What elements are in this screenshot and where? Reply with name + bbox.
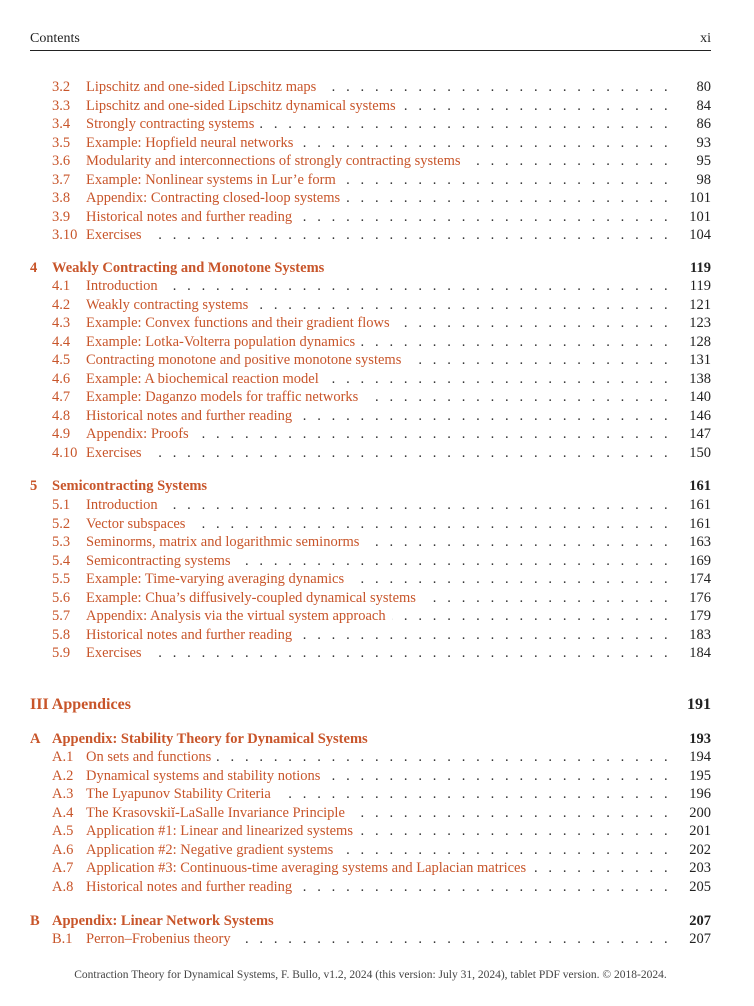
- section-page-number: 95: [696, 153, 711, 169]
- toc-part-entry[interactable]: [30, 694, 711, 716]
- section-title-link[interactable]: Example: Hopfield neural networks: [86, 134, 299, 152]
- section-title-link[interactable]: Lipschitz and one-sided Lipschitz dynamical systems: [86, 97, 402, 115]
- section-page-number: 179: [689, 608, 711, 624]
- section-title-link[interactable]: Appendix: Analysis via the virtual system approach: [86, 607, 392, 625]
- toc-section-entry[interactable]: [30, 152, 711, 170]
- section-page-number: 86: [696, 116, 711, 132]
- section-number: 5.6: [52, 589, 71, 606]
- section-page-number: 200: [689, 804, 711, 821]
- section-number: A.3: [52, 786, 74, 802]
- section-number: 5.4: [52, 552, 71, 569]
- toc-section-entry[interactable]: [30, 226, 711, 244]
- section-number: 4.10: [52, 444, 78, 461]
- section-title-link[interactable]: Contracting monotone and positive monotone systems: [86, 351, 407, 369]
- section-page-number: 174: [689, 571, 711, 587]
- toc-section-entry[interactable]: [30, 841, 711, 859]
- toc-section-entry[interactable]: [30, 134, 711, 152]
- section-number: 3.3: [52, 97, 71, 114]
- section-number: 4.7: [52, 389, 71, 405]
- toc-chapter-entry[interactable]: [30, 912, 711, 930]
- section-title-link[interactable]: Historical notes and further reading: [86, 626, 298, 644]
- section-number: 4.2: [52, 296, 71, 313]
- toc-section-entry[interactable]: [30, 115, 711, 133]
- toc-section-entry[interactable]: [30, 314, 711, 332]
- toc-section-entry[interactable]: [30, 97, 711, 115]
- section-page-number: 201: [689, 823, 711, 839]
- section-title-link[interactable]: Application #1: Linear and linearized systems: [86, 822, 359, 840]
- section-number: 3.10: [52, 227, 78, 243]
- toc-section-entry[interactable]: [30, 570, 711, 588]
- section-title-link[interactable]: The Lyapunov Stability Criteria: [86, 785, 277, 803]
- section-page-number: 80: [696, 79, 711, 95]
- section-page-number: 184: [689, 645, 711, 661]
- section-title-link[interactable]: Appendix: Contracting closed-loop systems: [86, 189, 346, 207]
- section-page-number: 98: [696, 171, 711, 188]
- toc-chapter-entry[interactable]: [30, 730, 711, 748]
- section-number: A.4: [52, 804, 74, 821]
- section-page-number: 101: [689, 190, 711, 206]
- section-title-link[interactable]: Application #2: Negative gradient systems: [86, 841, 339, 859]
- section-title-link[interactable]: Example: Chua’s diffusively-coupled dynamical systems: [86, 589, 422, 607]
- page-number-roman: xi: [700, 31, 711, 46]
- dot-leader: [86, 496, 679, 514]
- section-title-link[interactable]: Historical notes and further reading: [86, 878, 298, 896]
- toc-section-entry[interactable]: [30, 189, 711, 207]
- section-page-number: 119: [689, 278, 711, 294]
- dot-leader: [86, 226, 679, 244]
- toc-section-entry[interactable]: [30, 626, 711, 644]
- dot-leader: [86, 277, 679, 295]
- section-title-link[interactable]: Historical notes and further reading: [86, 407, 298, 425]
- section-page-number: 104: [689, 227, 711, 243]
- section-page-number: 138: [689, 370, 711, 387]
- chapter-page-number: 207: [689, 913, 711, 929]
- section-page-number: 128: [689, 333, 711, 350]
- section-page-number: 161: [689, 515, 711, 532]
- section-number: A.8: [52, 878, 74, 895]
- section-number: 4.1: [52, 278, 71, 294]
- section-page-number: 195: [689, 767, 711, 784]
- toc-section-entry[interactable]: [30, 277, 711, 295]
- section-number: 3.8: [52, 190, 71, 206]
- section-title-link[interactable]: Modularity and interconnections of strongly contracting systems: [86, 152, 467, 170]
- section-page-number: 183: [689, 626, 711, 643]
- toc-section-entry[interactable]: [30, 822, 711, 840]
- toc-section-entry[interactable]: [30, 407, 711, 425]
- section-title-link[interactable]: Example: Time-varying averaging dynamics: [86, 570, 350, 588]
- section-number: 4.4: [52, 333, 71, 350]
- section-page-number: 203: [689, 860, 711, 876]
- toc-section-entry[interactable]: [30, 496, 711, 514]
- section-number: A.5: [52, 823, 74, 839]
- toc-section-entry[interactable]: [30, 607, 711, 625]
- section-title-link[interactable]: Example: Nonlinear systems in Lur’e form: [86, 171, 342, 189]
- section-number: 5.3: [52, 534, 71, 550]
- section-page-number: 176: [689, 589, 711, 606]
- section-page-number: 147: [689, 426, 711, 442]
- section-title-link[interactable]: Dynamical systems and stability notions: [86, 767, 326, 785]
- section-title-link[interactable]: Application #3: Continuous-time averaging systems and Laplacian matrices: [86, 859, 532, 877]
- section-title-link[interactable]: Example: A biochemical reaction model: [86, 370, 325, 388]
- toc-section-entry[interactable]: [30, 425, 711, 443]
- section-page-number: 169: [689, 552, 711, 569]
- section-title-link[interactable]: Seminorms, matrix and logarithmic seminorms: [86, 533, 365, 551]
- section-page-number: 163: [689, 534, 711, 550]
- section-page-number: 121: [689, 296, 711, 313]
- toc-section-entry[interactable]: [30, 878, 711, 896]
- chapter-number: B: [30, 913, 40, 929]
- section-title-link[interactable]: Lipschitz and one-sided Lipschitz maps: [86, 78, 322, 96]
- page-header: [30, 30, 711, 51]
- toc-section-entry[interactable]: [30, 533, 711, 551]
- toc-chapter-entry[interactable]: [30, 259, 711, 277]
- section-title-link[interactable]: Introduction: [86, 277, 164, 295]
- section-title-link[interactable]: Perron–Frobenius theory: [86, 930, 237, 948]
- section-number: 5.8: [52, 626, 71, 643]
- section-title-link[interactable]: Exercises: [86, 644, 148, 662]
- section-title-link[interactable]: Example: Lotka-Volterra population dynamics: [86, 333, 361, 351]
- toc-section-entry[interactable]: [30, 296, 711, 314]
- section-page-number: 131: [689, 352, 711, 368]
- section-title-link[interactable]: Vector subspaces: [86, 515, 191, 533]
- section-page-number: 202: [689, 841, 711, 858]
- section-title-link[interactable]: Introduction: [86, 496, 164, 514]
- section-title-link[interactable]: Historical notes and further reading: [86, 208, 298, 226]
- chapter-title-link[interactable]: Weakly Contracting and Monotone Systems: [52, 260, 325, 276]
- section-page-number: 140: [689, 389, 711, 405]
- chapter-title-link[interactable]: Semicontracting Systems: [52, 478, 208, 494]
- chapter-title-link[interactable]: Appendix: Stability Theory for Dynamical Systems: [52, 731, 368, 747]
- toc-section-entry[interactable]: [30, 388, 711, 406]
- section-number: 3.5: [52, 134, 71, 151]
- section-number: 5.7: [52, 608, 71, 624]
- chapter-number: 4: [30, 260, 38, 276]
- section-title-link[interactable]: Semicontracting systems: [86, 552, 237, 570]
- section-number: 3.2: [52, 79, 71, 95]
- section-title-link[interactable]: Example: Daganzo models for traffic networks: [86, 388, 364, 406]
- section-title-link[interactable]: Appendix: Proofs: [86, 425, 195, 443]
- toc-page: [30, 0, 711, 1006]
- section-title-link[interactable]: On sets and functions: [86, 748, 217, 766]
- section-number: 4.3: [52, 315, 71, 331]
- dot-leader: [86, 444, 679, 462]
- chapter-page-number: 193: [689, 731, 711, 747]
- section-page-number: 194: [689, 749, 711, 765]
- toc-section-entry[interactable]: [30, 804, 711, 822]
- section-number: 5.5: [52, 571, 71, 587]
- section-number: 4.6: [52, 370, 71, 387]
- section-number: A.1: [52, 749, 74, 765]
- section-number: 4.5: [52, 352, 71, 368]
- section-number: 4.8: [52, 407, 71, 424]
- section-number: A.7: [52, 860, 74, 876]
- page-footer: Contraction Theory for Dynamical Systems, F. Bullo, v1.2, 2024 (this version: July 31, 2024), tablet PDF version. © 2018-2024.: [74, 969, 667, 981]
- toc-section-entry[interactable]: [30, 767, 711, 785]
- toc-section-entry[interactable]: [30, 859, 711, 877]
- section-number: A.6: [52, 841, 74, 858]
- running-head: Contents: [30, 31, 80, 46]
- toc-section-entry[interactable]: [30, 589, 711, 607]
- section-page-number: 207: [689, 931, 711, 947]
- toc-section-entry[interactable]: [30, 171, 711, 189]
- toc-section-entry[interactable]: [30, 333, 711, 351]
- section-number: A.2: [52, 767, 74, 784]
- section-number: 3.9: [52, 208, 71, 225]
- toc-section-entry[interactable]: [30, 748, 711, 766]
- toc-chapter-entry[interactable]: [30, 477, 711, 495]
- section-page-number: 150: [689, 444, 711, 461]
- dot-leader: [86, 644, 679, 662]
- chapter-number: 5: [30, 478, 38, 494]
- section-number: 3.4: [52, 116, 71, 132]
- section-number: 3.6: [52, 153, 71, 169]
- section-page-number: 101: [689, 208, 711, 225]
- toc-section-entry[interactable]: [30, 370, 711, 388]
- toc-section-entry[interactable]: [30, 444, 711, 462]
- toc-section-entry[interactable]: [30, 644, 711, 662]
- section-page-number: 146: [689, 407, 711, 424]
- part-title-link[interactable]: III Appendices: [30, 696, 131, 713]
- section-number: 4.9: [52, 426, 71, 442]
- part-page-number: 191: [687, 696, 711, 713]
- toc-section-entry[interactable]: [30, 930, 711, 948]
- chapter-page-number: 119: [690, 260, 711, 276]
- section-page-number: 84: [696, 97, 711, 114]
- section-title-link[interactable]: Exercises: [86, 226, 148, 244]
- section-number: 3.7: [52, 171, 71, 188]
- toc-section-entry[interactable]: [30, 552, 711, 570]
- chapter-page-number: 161: [689, 478, 711, 494]
- toc-section-entry[interactable]: [30, 515, 711, 533]
- section-number: 5.1: [52, 497, 71, 513]
- toc-section-entry[interactable]: [30, 351, 711, 369]
- section-page-number: 196: [689, 786, 711, 802]
- toc-section-entry[interactable]: [30, 208, 711, 226]
- section-page-number: 123: [689, 315, 711, 331]
- section-page-number: 93: [696, 134, 711, 151]
- section-number: B.1: [52, 931, 73, 947]
- chapter-title-link[interactable]: Appendix: Linear Network Systems: [52, 913, 274, 929]
- toc-section-entry[interactable]: [30, 785, 711, 803]
- section-page-number: 161: [689, 497, 711, 513]
- section-title-link[interactable]: Example: Convex functions and their gradient flows: [86, 314, 396, 332]
- section-number: 5.2: [52, 515, 71, 532]
- section-title-link[interactable]: The Krasovskiĭ-LaSalle Invariance Principle: [86, 804, 351, 822]
- chapter-number: A: [30, 731, 41, 747]
- section-number: 5.9: [52, 645, 71, 661]
- section-title-link[interactable]: Exercises: [86, 444, 148, 462]
- section-title-link[interactable]: Strongly contracting systems: [86, 115, 260, 133]
- section-title-link[interactable]: Weakly contracting systems: [86, 296, 254, 314]
- toc-section-entry[interactable]: [30, 78, 711, 96]
- section-page-number: 205: [689, 878, 711, 895]
